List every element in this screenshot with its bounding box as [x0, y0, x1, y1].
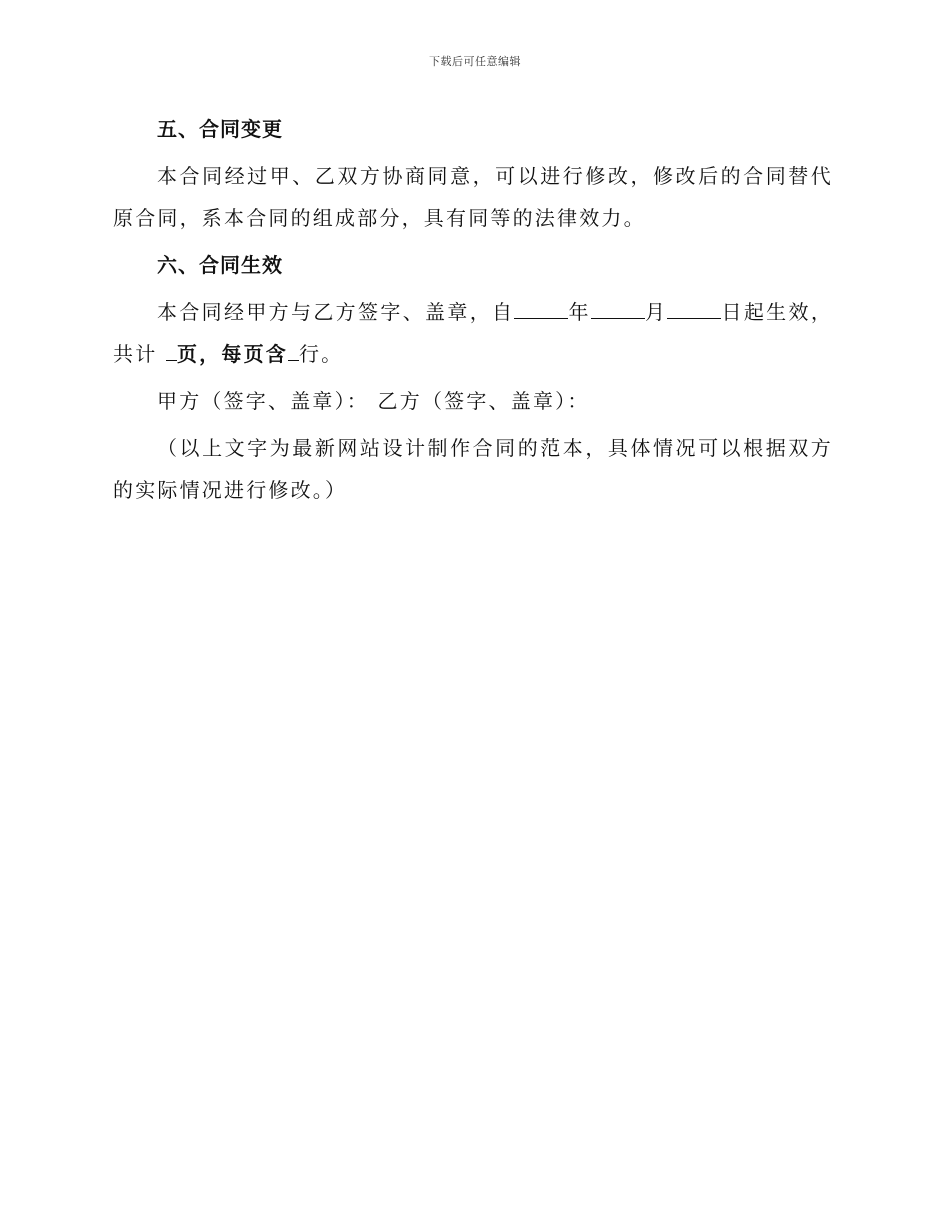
page-label-text: 页，每页含	[176, 342, 288, 366]
month-label: 月	[644, 300, 668, 324]
section-heading-contract-effect: 六、合同生效	[157, 253, 283, 277]
line-count-blank	[288, 342, 299, 361]
page-count-blank	[166, 342, 177, 361]
day-blank	[667, 300, 721, 319]
page-header: 下载后可任意编辑	[429, 55, 521, 68]
line-label-text: 行。	[298, 342, 344, 366]
document-body	[113, 108, 833, 516]
template-note: （以上文字为最新网站设计制作合同的范本，具体情况可以根据双方的实际情况进行修改。）	[113, 436, 833, 502]
day-suffix-text: 日起生效，	[721, 300, 834, 324]
paragraph-contract-change: 本合同经过甲、乙双方协商同意，可以进行修改，修改后的合同替代原合同，系本合同的组成部分，具有同等的法律效力。	[113, 164, 833, 230]
month-blank	[591, 300, 645, 319]
paragraph-contract-effect	[113, 291, 833, 375]
section-heading-contract-change: 五、合同变更	[157, 117, 283, 141]
total-prefix-text: 共计	[113, 342, 166, 366]
effect-prefix-text: 本合同经甲方与乙方签字、盖章，自	[157, 300, 515, 324]
signature-line: 甲方（签字、盖章）： 乙方（签字、盖章）：	[157, 389, 590, 413]
year-blank	[514, 300, 568, 319]
year-label: 年	[568, 300, 591, 324]
